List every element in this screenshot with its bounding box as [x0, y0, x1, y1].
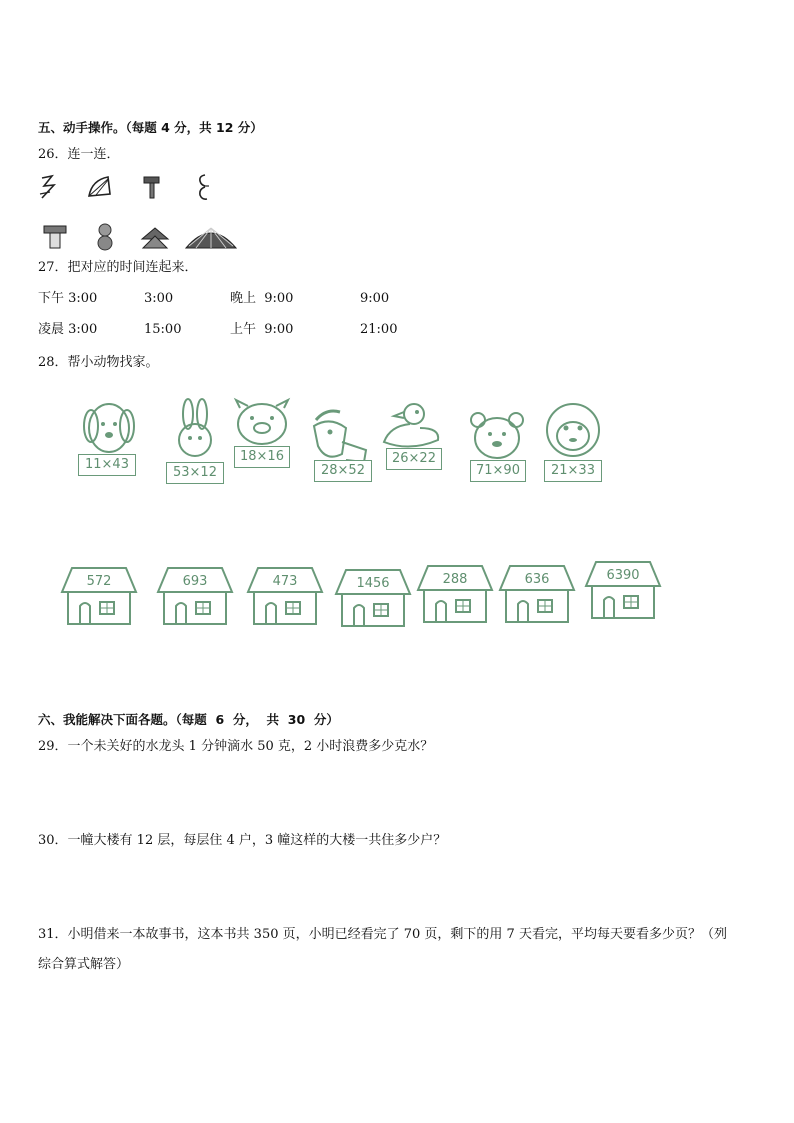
time-row1-a[interactable]: 下午 3:00	[38, 291, 98, 306]
animal-pig[interactable]	[232, 398, 292, 472]
section6-title: 六、我能解决下面各题。（每题 6 分， 共 30 分）	[38, 712, 339, 727]
house-693[interactable]	[156, 566, 234, 628]
animal-rabbit[interactable]	[166, 398, 226, 482]
umbrella-full-icon[interactable]	[184, 226, 238, 250]
animal-expr: 26×22	[386, 448, 442, 470]
animal-expr: 21×33	[544, 460, 602, 482]
animal-monkey[interactable]	[540, 402, 606, 478]
house-6390[interactable]	[584, 560, 662, 622]
house-number: 1456	[356, 576, 390, 591]
time-row2-a[interactable]: 凌晨 3:00	[38, 322, 98, 337]
house-1456[interactable]	[334, 568, 412, 630]
animal-bear[interactable]	[468, 410, 528, 478]
q27-text: 27．把对应的时间连起来．	[38, 260, 198, 275]
house-473[interactable]	[246, 566, 324, 628]
house-number: 693	[182, 574, 208, 589]
house-572[interactable]	[60, 566, 138, 628]
time-row2-c[interactable]: 上午 9:00	[230, 322, 294, 337]
tree-shape-icon[interactable]	[140, 226, 170, 250]
house-number: 6390	[606, 568, 640, 583]
animal-goat[interactable]	[306, 406, 376, 476]
hammer-partial-icon[interactable]	[142, 174, 162, 200]
animal-expr: 18×16	[234, 446, 290, 468]
umbrella-partial-icon[interactable]	[86, 174, 114, 198]
house-number: 572	[86, 574, 112, 589]
q31-text-line2: 综合算式解答）	[38, 957, 130, 972]
monkey-icon	[540, 402, 606, 464]
time-row1-c[interactable]: 晚上 9:00	[230, 291, 294, 306]
q30-text: 30．一幢大楼有 12 层，每层住 4 户，3 幢这样的大楼一共住多少户？	[38, 833, 447, 848]
time-row2-b[interactable]: 15:00	[144, 322, 182, 337]
animal-duck[interactable]	[380, 400, 448, 464]
q28-text: 28．帮小动物找家。	[38, 355, 159, 370]
animal-expr: 11×43	[78, 454, 136, 476]
bear-icon	[468, 410, 528, 466]
q29-text: 29．一个未关好的水龙头 1 分钟滴水 50 克，2 小时浪费多少克水？	[38, 739, 434, 754]
animal-expr: 28×52	[314, 460, 372, 482]
time-row1-d[interactable]: 9:00	[360, 291, 390, 306]
time-row1-b[interactable]: 3:00	[144, 291, 174, 306]
snowman-shape-icon[interactable]	[94, 222, 116, 252]
house-number: 288	[442, 572, 468, 587]
house-number: 636	[524, 572, 550, 587]
q31-text-line1: 31．小明借来一本故事书，这本书共 350 页，小明已经看完了 70 页，剩下的用 7 天看完，平均每天要看多少页？（列	[38, 927, 727, 942]
section5-title: 五、动手操作。（每题 4 分，共 12 分）	[38, 120, 263, 135]
lightning-partial-icon[interactable]	[38, 174, 58, 200]
animal-expr: 53×12	[166, 462, 224, 484]
stamp-shape-icon[interactable]	[42, 224, 68, 250]
time-row2-d[interactable]: 21:00	[360, 322, 398, 337]
animal-dog[interactable]	[76, 398, 142, 482]
q26-text: 26．连一连．	[38, 147, 120, 162]
figure-eight-partial-icon[interactable]	[196, 172, 214, 202]
animal-expr: 71×90	[470, 460, 526, 482]
house-number: 473	[272, 574, 298, 589]
house-288[interactable]	[416, 564, 494, 626]
house-636[interactable]	[498, 564, 576, 626]
